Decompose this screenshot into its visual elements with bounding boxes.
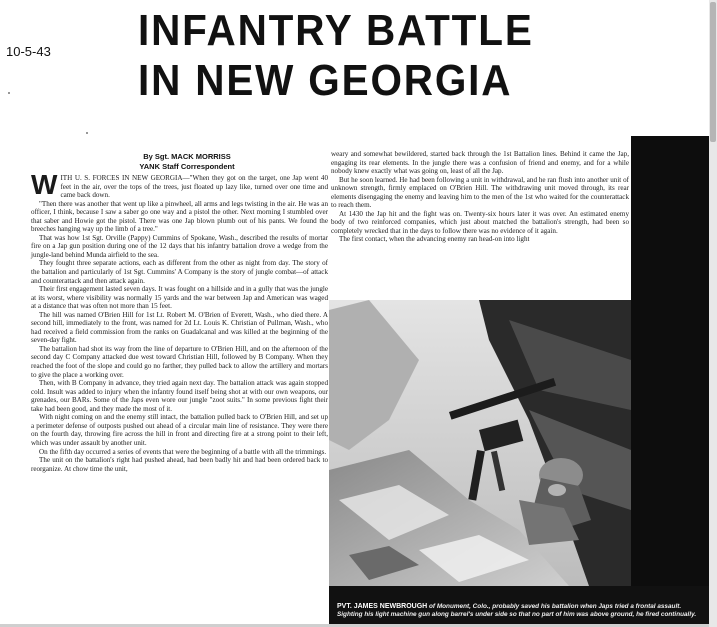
paragraph: The first contact, when the advancing enemy ran head-on into light xyxy=(339,235,530,244)
paragraph: On the fifth day occurred a series of events that were the beginning of a battle with all the trimmings. xyxy=(39,447,327,456)
vertical-scrollbar[interactable] xyxy=(709,0,717,627)
paragraph: But he soon learned. He had been following a unit in withdrawal, and he ran flush into another unit of unknown strength, firmly emplaced on O'Brien Hill. The withdrawing unit moved through, its rear elements disengaging the enemy and leaving him to the men of the 1st who waited for the counterattack to reach them. xyxy=(331,175,629,210)
paragraph: At 1430 the Jap hit and the fight was on. Twenty-six hours later it was over. An estimated enemy body of two reinforced companies, which just about matched the battalion's strength, had been so completely wrecked that in the days to follow there was no evidence of it again. xyxy=(331,209,629,235)
soldier-machine-gun-photo xyxy=(329,300,631,586)
byline-author: By Sgt. MACK MORRISS xyxy=(143,152,231,161)
paragraph: The hill was named O'Brien Hill for 1st Lt. Robert M. O'Brien of Everett, Wash., who died there. A second hill, immediately to the front, was named for 2d Lt. Louis K. Christian of Pullman, Wash., who had received a field commission from the ranks on Guadalcanal and was killed at the beginning of the seven-day fight. xyxy=(31,310,328,345)
date-stamp: 10-5-43 xyxy=(6,44,51,59)
scan-speck xyxy=(86,132,88,134)
photo-caption xyxy=(337,603,707,619)
lead-text: ITH U. S. FORCES IN NEW GEORGIA—"When they got on the target, one Jap went 40 feet in the air, over the tops of the trees, just floated up lazy like, turned over one time and came back down. xyxy=(60,174,328,200)
paragraph: "Then there was another that went up like a pinwheel, all arms and legs twisting in the air. He was an officer, I think, because I saw a saber go one way and a pistol the other. Next morning I stumbled over that saber and Howie got the pistol. There was one Jap blown plumb out of his pants. We found the breeches hanging way up the limb of a tree." xyxy=(31,199,328,234)
headline xyxy=(138,6,543,106)
photo-dark-margin xyxy=(631,136,709,588)
byline-role: YANK Staff Correspondent xyxy=(139,162,235,171)
scan-speck xyxy=(8,92,10,94)
paragraph: They fought three separate actions, each as different from the other as night from day. The story of the battalion and particularly of 1st Sgt. Cummins' A Company is the story of jungle combat—of attack and counterattack and then attack again. xyxy=(31,259,328,285)
drop-cap: W xyxy=(31,169,58,200)
headline-line-1: INFANTRY BATTLE xyxy=(138,6,534,55)
caption-text: of Monument, Colo., probably saved his battalion when Japs tried a frontal assault. Sighting his light machine gun along barrel's under side so that no part of him was above ground, he fired continually. xyxy=(337,603,697,618)
paragraph: With night coming on and the enemy still intact, the battalion pulled back to O'Brien Hill, and set up a perimeter defense of outposts pushed out ahead of a circular main line of resistance. They were there on the fourth day, throwing fire across the hill in front and directing fire at a strong point to their left, which was under assault by another unit. xyxy=(31,413,328,447)
lead-paragraph xyxy=(31,169,328,200)
paragraph: Then, with B Company in advance, they tried again next day. The battalion attack was again stopped cold. Insult was added to injury when the infantry found itself being shot at with our own weapons, our grenades, our BARs. Some of the Japs even wore our jungle "zoot suits." In some previous fight their take had been good, and they made the most of it. xyxy=(31,379,328,413)
caption-name: PVT. JAMES NEWBROUGH xyxy=(337,603,428,610)
article-column-1 xyxy=(31,169,328,473)
paragraph: The unit on the battalion's right had pushed ahead, had been badly hit and had been ordered back to reorganize. At chow time the unit, xyxy=(31,456,328,473)
photo-illustration xyxy=(329,300,631,586)
paragraph: weary and somewhat bewildered, started back through the 1st Battalion lines. Behind it came the Jap, engaging its rear elements. In the jungle there was a confusion of friend and enemy, and for a while nobody knew exactly what was going on, least of all the Jap. xyxy=(331,150,629,176)
paragraph: That was how 1st Sgt. Orville (Pappy) Cummins of Spokane, Wash., described the results of mortar fire on a Jap gun position during one of the 12 days that his infantry battalion drove a wedge from the jungle-land behind Munda airfield to the sea. xyxy=(31,233,328,259)
headline-line-2: IN NEW GEORGIA xyxy=(138,56,513,105)
paragraph: Their first engagement lasted seven days. It was fought on a hillside and in a gully that was the jungle at its worst, where visibility was normally 15 yards and the war between Jap and American was waged at a distance that was often not more than 15 feet. xyxy=(31,285,328,311)
paragraph: The battalion had shot its way from the line of departure to O'Brien Hill, and on the afternoon of the second day C Company attacked due west toward Christian Hill, followed by B Company. When they reached the foot of the slope and could go no farther, they pulled back to allow the artillery and mortars to give the place a working over. xyxy=(31,344,328,379)
byline xyxy=(48,152,326,172)
article-column-2 xyxy=(331,150,629,244)
scrollbar-thumb[interactable] xyxy=(710,2,716,142)
